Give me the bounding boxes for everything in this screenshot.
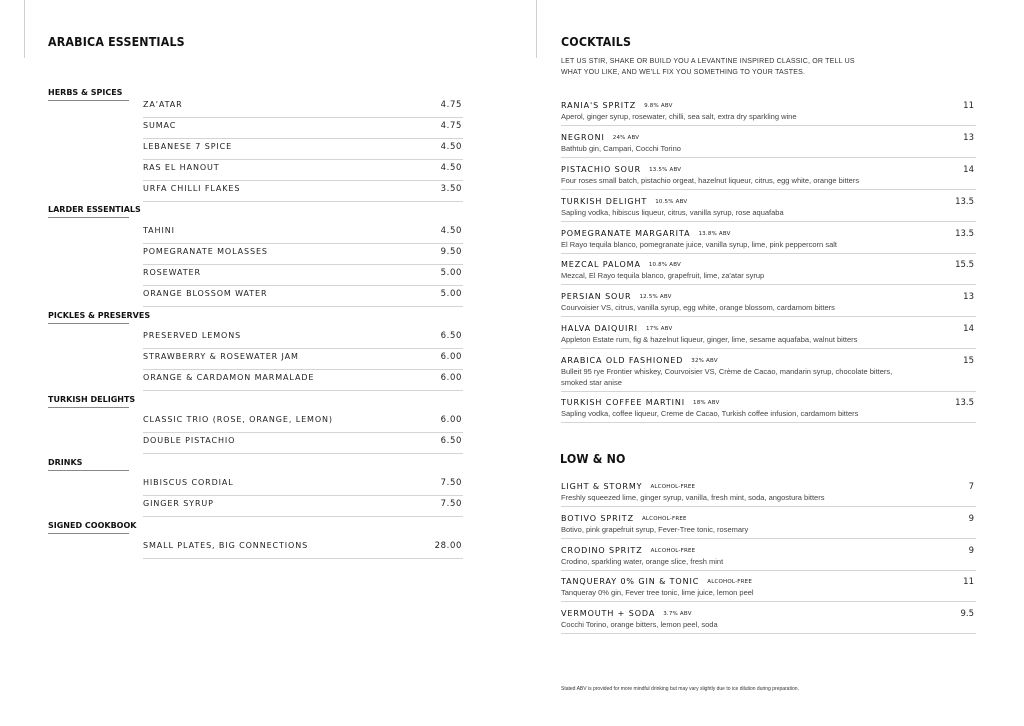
- cocktail-description: Bulleit 95 rye Frontier whiskey, Courvoisier VS, Crème de Cacao, mandarin syrup, chocolate bitters, smoked star anise: [561, 367, 893, 387]
- cocktail-abv: 10.5% ABV: [655, 199, 688, 205]
- cocktail-row: [561, 101, 976, 126]
- cocktail-abv: 12.5% ABV: [639, 294, 672, 300]
- product-name: STRAWBERRY & ROSEWATER JAM: [143, 352, 299, 361]
- product-row: [143, 432, 463, 454]
- left-edge-line: [24, 0, 25, 58]
- low-no-row: [561, 546, 976, 571]
- cocktail-name: [561, 165, 681, 174]
- cocktail-price: 15: [963, 356, 974, 366]
- product-name: ROSEWATER: [143, 268, 201, 277]
- cocktail-name-text: ARABICA OLD FASHIONED: [561, 356, 684, 365]
- section-herbs-spices: [48, 88, 129, 101]
- drink-name: [561, 482, 695, 491]
- cocktail-price: 14: [963, 324, 974, 334]
- drink-abv: ALCOHOL-FREE: [650, 484, 696, 490]
- product-price: 6.00: [440, 352, 462, 362]
- drink-description: Tanqueray 0% gin, Fever tree tonic, lime juice, lemon peel: [561, 588, 754, 597]
- cocktail-name-text: POMEGRANATE MARGARITA: [561, 229, 691, 238]
- section-drinks: [48, 458, 129, 471]
- drink-description: Botivo, pink grapefruit syrup, Fever-Tree tonic, rosemary: [561, 525, 749, 534]
- section-signed-cookbook: [48, 521, 137, 534]
- product-price: 6.50: [440, 331, 462, 341]
- product-name: SMALL PLATES, BIG CONNECTIONS: [143, 541, 309, 550]
- product-row: [143, 264, 463, 286]
- cocktails-intro: LET US STIR, SHAKE OR BUILD YOU A LEVANTINE INSPIRED CLASSIC, OR TELL US WHAT YOU LIKE, AND WE'LL FIX YOU SOMETHING TO YOUR TASTES.: [561, 58, 855, 76]
- product-name: LEBANESE 7 SPICE: [143, 142, 233, 151]
- cocktail-row: [561, 197, 976, 222]
- cocktail-price: 13: [963, 292, 974, 302]
- product-name: HIBISCUS CORDIAL: [143, 478, 234, 487]
- cocktail-row: [561, 398, 976, 423]
- cocktail-description: Bathtub gin, Campari, Cocchi Torino: [561, 144, 681, 153]
- product-price: 4.75: [440, 121, 462, 131]
- low-no-row: [561, 514, 976, 539]
- cocktail-description: Four roses small batch, pistachio orgeat, hazelnut liqueur, citrus, egg white, orange bitters: [561, 176, 860, 185]
- product-row: [143, 243, 463, 265]
- cocktail-name: [561, 324, 672, 333]
- product-row: [143, 348, 463, 370]
- cocktails-title: COCKTAILS: [561, 35, 632, 49]
- product-price: 6.50: [440, 436, 462, 446]
- product-name: GINGER SYRUP: [143, 499, 214, 508]
- drink-name-text: LIGHT & STORMY: [561, 482, 643, 491]
- cocktail-description: Aperol, ginger syrup, rosewater, chilli, sea salt, extra dry sparkling wine: [561, 112, 797, 121]
- section-turkish-delights: [48, 395, 136, 408]
- product-price: 4.50: [440, 163, 462, 173]
- product-row: [143, 138, 463, 160]
- product-price: 4.50: [440, 226, 462, 236]
- cocktail-description: Appleton Estate rum, fig & hazelnut liqueur, ginger, lime, sesame aquafaba, walnut bitters: [561, 335, 858, 344]
- cocktail-name: [561, 133, 639, 142]
- cocktail-description: Mezcal, El Rayo tequila blanco, grapefruit, lime, za'atar syrup: [561, 271, 765, 280]
- cocktail-price: 13.5: [955, 398, 974, 408]
- low-no-title: LOW & NO: [560, 452, 626, 466]
- product-row: [143, 369, 463, 391]
- section-pickles-preserves: [48, 311, 151, 324]
- cocktail-row: [561, 133, 976, 158]
- cocktail-name: [561, 197, 687, 206]
- product-row: [143, 474, 463, 496]
- cocktail-name-text: TURKISH DELIGHT: [561, 197, 648, 206]
- drink-abv: 3.7% ABV: [663, 611, 692, 617]
- cocktail-row: [561, 165, 976, 190]
- cocktail-description: El Rayo tequila blanco, pomegranate juice, vanilla syrup, lime, pink peppercorn salt: [561, 240, 837, 249]
- product-price: 7.50: [440, 478, 462, 488]
- drink-price: 9.5: [960, 609, 974, 619]
- cocktail-abv: 32% ABV: [691, 358, 718, 364]
- product-name: ORANGE & CARDAMON MARMALADE: [143, 373, 315, 382]
- drink-name-text: CRODINO SPRITZ: [561, 546, 643, 555]
- drink-price: 9: [968, 514, 974, 524]
- cocktail-price: 13: [963, 133, 974, 143]
- cocktail-row: [561, 324, 976, 349]
- product-name: SUMAC: [143, 121, 177, 130]
- section-label: PICKLES & PRESERVES: [48, 311, 129, 324]
- cocktail-name: [561, 229, 731, 238]
- product-name: PRESERVED LEMONS: [143, 331, 242, 340]
- cocktail-abv: 13.5% ABV: [649, 167, 682, 173]
- product-name: RAS EL HANOUT: [143, 163, 220, 172]
- product-name: TAHINI: [143, 226, 175, 235]
- cocktail-price: 13.5: [955, 197, 974, 207]
- product-price: 7.50: [440, 499, 462, 509]
- section-label: DRINKS: [48, 458, 129, 471]
- cocktail-price: 11: [963, 101, 974, 111]
- product-price: 6.00: [440, 415, 462, 425]
- product-name: ORANGE BLOSSOM WATER: [143, 289, 268, 298]
- product-row: [143, 222, 463, 244]
- product-price: 3.50: [440, 184, 462, 194]
- cocktail-abv: 13.8% ABV: [698, 231, 731, 237]
- drink-abv: ALCOHOL-FREE: [641, 516, 687, 522]
- product-price: 28.00: [434, 541, 462, 551]
- cocktail-name: [561, 101, 673, 110]
- cocktail-row: [561, 229, 976, 254]
- product-name: DOUBLE PISTACHIO: [143, 436, 236, 445]
- drink-name: [561, 609, 692, 618]
- product-price: 4.50: [440, 142, 462, 152]
- section-label: TURKISH DELIGHTS: [48, 395, 129, 408]
- product-name: URFA CHILLI FLAKES: [143, 184, 241, 193]
- drink-name: [561, 546, 695, 555]
- cocktail-name-text: PISTACHIO SOUR: [561, 165, 642, 174]
- cocktail-name-text: TURKISH COFFEE MARTINI: [561, 398, 686, 407]
- product-row: [143, 285, 463, 307]
- product-row: [143, 537, 463, 559]
- cocktail-abv: 18% ABV: [693, 400, 720, 406]
- product-price: 6.00: [440, 373, 462, 383]
- section-label: LARDER ESSENTIALS: [48, 205, 129, 218]
- cocktail-name-text: MEZCAL PALOMA: [561, 260, 641, 269]
- product-row: [143, 327, 463, 349]
- product-price: 5.00: [440, 268, 462, 278]
- product-name: CLASSIC TRIO (ROSE, ORANGE, LEMON): [143, 415, 333, 424]
- drink-name-text: BOTIVO SPRITZ: [561, 514, 634, 523]
- product-price: 5.00: [440, 289, 462, 299]
- drink-abv: ALCOHOL-FREE: [707, 579, 753, 585]
- low-no-row: [561, 577, 976, 602]
- drink-abv: ALCOHOL-FREE: [650, 548, 696, 554]
- drink-name-text: VERMOUTH + SODA: [561, 609, 656, 618]
- cocktail-abv: 24% ABV: [612, 135, 640, 141]
- cocktail-name-text: NEGRONI: [561, 133, 605, 142]
- drink-price: 7: [968, 482, 974, 492]
- section-label: HERBS & SPICES: [48, 88, 129, 101]
- cocktail-row: [561, 292, 976, 317]
- cocktail-name: [561, 398, 720, 407]
- product-name: POMEGRANATE MOLASSES: [143, 247, 268, 256]
- cocktail-name-text: HALVA DAIQUIRI: [561, 324, 638, 333]
- section-larder-essentials: [48, 205, 141, 218]
- drink-price: 9: [968, 546, 974, 556]
- cocktail-name-text: PERSIAN SOUR: [561, 292, 632, 301]
- product-price: 4.75: [440, 100, 462, 110]
- drink-price: 11: [963, 577, 974, 587]
- cocktail-name: [561, 356, 718, 365]
- abv-footnote: Stated ABV is provided for more mindful drinking but may vary slightly due to ice dilution during preparation.: [561, 686, 799, 692]
- low-no-row: [561, 482, 976, 507]
- drink-name: [561, 577, 752, 586]
- cocktail-abv: 10.8% ABV: [648, 262, 681, 268]
- product-price: 9.50: [440, 247, 462, 257]
- cocktail-price: 15.5: [955, 260, 974, 270]
- cocktail-row: [561, 260, 976, 285]
- drink-description: Crodino, sparkling water, orange slice, fresh mint: [561, 557, 724, 566]
- cocktail-name: [561, 260, 681, 269]
- cocktail-description: Sapling vodka, coffee liqueur, Creme de Cacao, Turkish coffee infusion, cardamom bitters: [561, 409, 859, 418]
- fold-line: [536, 0, 537, 58]
- low-no-row: [561, 609, 976, 634]
- product-row: [143, 180, 463, 202]
- cocktail-description: Sapling vodka, hibiscus liqueur, citrus, vanilla syrup, rose aquafaba: [561, 208, 784, 217]
- cocktail-name-text: RANIA'S SPRITZ: [561, 101, 637, 110]
- product-row: [143, 495, 463, 517]
- product-name: ZA'ATAR: [143, 100, 183, 109]
- product-row: [143, 117, 463, 139]
- product-row: [143, 411, 463, 433]
- cocktail-row: [561, 356, 976, 392]
- product-row: [143, 96, 463, 118]
- cocktail-name: [561, 292, 672, 301]
- drink-description: Freshly squeezed lime, ginger syrup, vanilla, fresh mint, soda, angostura bitters: [561, 493, 825, 502]
- drink-description: Cocchi Torino, orange bitters, lemon peel, soda: [561, 620, 718, 629]
- cocktail-description: Courvoisier VS, citrus, vanilla syrup, egg white, orange blossom, cardamom bitters: [561, 303, 835, 312]
- arabica-essentials-title: ARABICA ESSENTIALS: [48, 35, 185, 49]
- drink-name: [561, 514, 687, 523]
- product-row: [143, 159, 463, 181]
- drink-name-text: TANQUERAY 0% GIN & TONIC: [561, 577, 700, 586]
- section-label: SIGNED COOKBOOK: [48, 521, 129, 534]
- cocktail-abv: 17% ABV: [645, 326, 673, 332]
- cocktail-price: 13.5: [955, 229, 974, 239]
- cocktail-price: 14: [963, 165, 974, 175]
- cocktail-abv: 9.8% ABV: [644, 103, 673, 109]
